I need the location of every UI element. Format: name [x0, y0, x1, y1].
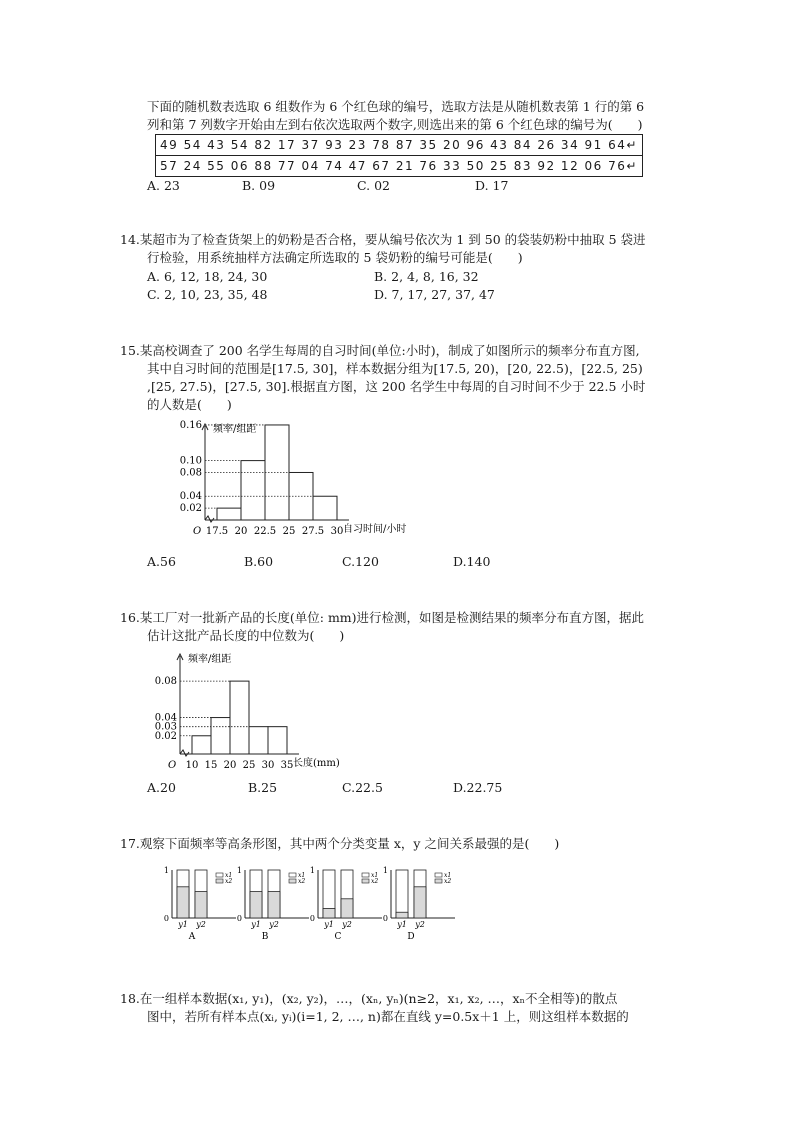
- q17-A-bar-y2-x1: [195, 892, 207, 918]
- q17-D-label: D: [407, 932, 415, 942]
- q17-D-y-tick-1: 1: [382, 866, 388, 875]
- q17-A-legend-swatch-x2: [216, 879, 223, 883]
- q14-line-2: 行检验，用系统抽样方法确定所选取的 5 袋奶粉的编号可能是( ): [147, 250, 523, 265]
- q17-B-bar-y2-x1: [268, 892, 280, 918]
- q17-D-legend-x2: x2: [444, 878, 452, 885]
- random-number-table: [155, 134, 643, 177]
- q17-C-y-tick-1: 1: [309, 866, 315, 875]
- q18-line-2: 图中，若所有样本点(xᵢ, yᵢ)(i=1, 2, …, n)都在直线 y=0.5x＋1 上，则这组样本数据的: [147, 1009, 629, 1024]
- q15-bar-0: [217, 508, 241, 520]
- q16-option-b: B.25: [248, 780, 278, 795]
- q16-line-1: 16.某工厂对一批新产品的长度(单位: mm)进行检测，如图是检测结果的频率分布直方图，据此: [120, 610, 645, 625]
- q17-A-legend-swatch-x1: [216, 873, 223, 877]
- q17-D-cat-y2: y2: [415, 920, 425, 929]
- q17-B-bar-y1-x1: [250, 892, 262, 918]
- q15-y-tick-2: 0.08: [179, 467, 202, 479]
- q15-x-tick-2: 22.5: [253, 526, 277, 537]
- q17-A-bar-y1-x1: [177, 887, 189, 918]
- q17-D-legend-x1: x1: [444, 872, 452, 879]
- q17-A-y-tick-1: 1: [163, 866, 169, 875]
- q17-C-cat-y2: y2: [342, 920, 352, 929]
- q17-B-legend-x1: x1: [298, 872, 306, 879]
- q17-C-legend-swatch-x2: [362, 879, 369, 883]
- q15-y-tick-0: 0.02: [179, 503, 202, 515]
- q16-y-tick-3: 0.08: [154, 676, 177, 688]
- q16-x-tick-5: 35: [280, 760, 294, 771]
- q16-y-tick-2: 0.04: [154, 712, 177, 724]
- q16-y-tick-1: 0.03: [154, 721, 177, 733]
- q16-x-tick-0: 10: [185, 760, 199, 771]
- q17-C-bar-y1-x1: [323, 908, 335, 918]
- q16-bar-2: [230, 681, 249, 754]
- q15-bar-4: [313, 496, 337, 520]
- q17-D-bar-y2-x1: [414, 887, 426, 918]
- q15-x-tick-3: 25: [282, 526, 296, 537]
- q17-B-legend-x2: x2: [298, 878, 306, 885]
- q16-line-2: 估计这批产品长度的中位数为( ): [147, 628, 345, 643]
- q16-x-tick-2: 20: [223, 760, 237, 771]
- q17-B-cat-y2: y2: [269, 920, 279, 929]
- q15-x-tick-5: 30: [330, 526, 344, 537]
- q17-C-legend-x2: x2: [371, 878, 379, 885]
- q15-y-tick-1: 0.04: [179, 491, 202, 503]
- q16-option-c: C.22.5: [342, 780, 383, 795]
- q14-option-d: D. 7, 17, 27, 37, 47: [374, 287, 495, 302]
- q17-A-legend-x2: x2: [225, 878, 233, 885]
- q15-line-1: 15.某高校调查了 200 名学生每周的自习时间(单位:小时)，制成了如图所示的频率分布直方图,: [120, 343, 640, 358]
- q17-D-y-tick-0: 0: [382, 914, 388, 923]
- random-table-row-1: 49 54 43 54 82 17 37 93 23 78 87 35 20 96 43 84 26 34 91 64↵: [156, 135, 643, 156]
- q15-line-2: 其中自习时间的范围是[17.5, 30]，样本数据分组为[17.5, 20)，[20, 22.5)，[22.5, 25): [147, 361, 643, 376]
- q14-line-1: 14.某超市为了检查货架上的奶粉是否合格，要从编号依次为 1 到 50 的袋装奶粉中抽取 5 袋进: [120, 232, 646, 247]
- q17-D-bar-y1: [396, 870, 408, 918]
- q18-line-1: 18.在一组样本数据(x₁, y₁)，(x₂, y₂)，…，(xₙ, yₙ)(n≥2，x₁, x₂, …，xₙ不全相等)的散点: [120, 991, 618, 1006]
- q17-A-cat-y2: y2: [196, 920, 206, 929]
- q16-option-d: D.22.75: [453, 780, 503, 795]
- q15-x-label: 自习时间/小时: [343, 524, 407, 535]
- q17-B-y-tick-0: 0: [236, 914, 242, 923]
- q15-option-c: C.120: [342, 554, 379, 569]
- q15-origin-label: O: [193, 526, 202, 537]
- q13-line-2: 列和第 7 列数字开始由左到右依次选取两个数字,则选出来的第 6 个红色球的编号为( ): [147, 117, 643, 132]
- q15-y-tick-3: 0.10: [179, 455, 202, 467]
- q15-option-d: D.140: [453, 554, 491, 569]
- q16-axis-break: [180, 750, 189, 756]
- q15-axis-break: [205, 516, 214, 522]
- q17-D-bar-y1-x1: [396, 912, 408, 918]
- q13-line-1: 下面的随机数表选取 6 组数作为 6 个红色球的编号，选取方法是从随机数表第 1 行的第 6: [147, 99, 645, 114]
- q17-bar-charts: [160, 862, 460, 942]
- q17-B-label: B: [261, 932, 269, 942]
- q17-A-y-tick-0: 0: [163, 914, 169, 923]
- q16-x-tick-3: 25: [242, 760, 256, 771]
- q17-C-legend-swatch-x1: [362, 873, 369, 877]
- q15-histogram: [160, 418, 430, 550]
- q16-option-a: A.20: [147, 780, 176, 795]
- q17-B-y-tick-1: 1: [236, 866, 242, 875]
- q16-histogram: [154, 648, 380, 776]
- q17-C-bar-y2-x1: [341, 899, 353, 918]
- q17-A-cat-y1: y1: [178, 920, 188, 929]
- q16-y-label: 频率/组距: [188, 654, 232, 665]
- q17-C-y-tick-0: 0: [309, 914, 315, 923]
- q15-option-a: A.56: [147, 554, 176, 569]
- q14-option-a: A. 6, 12, 18, 24, 30: [147, 269, 268, 284]
- q13-option-a: A. 23: [147, 178, 180, 193]
- q16-bar-4: [268, 727, 287, 754]
- q13-option-c: C. 02: [357, 178, 390, 193]
- q15-line-3: ,[25, 27.5)，[27.5, 30].根据直方图，这 200 名学生中每周的自习时间不少于 22.5 小时: [147, 379, 646, 394]
- q14-option-b: B. 2, 4, 8, 16, 32: [374, 269, 479, 284]
- q15-x-tick-1: 20: [234, 526, 248, 537]
- q15-y-tick-4: 0.16: [179, 419, 202, 431]
- q16-bar-0: [192, 736, 211, 754]
- q15-option-b: B.60: [244, 554, 274, 569]
- q17-C-cat-y1: y1: [324, 920, 334, 929]
- q16-y-tick-0: 0.02: [154, 730, 177, 742]
- q17-D-legend-swatch-x1: [435, 873, 442, 877]
- q15-x-tick-4: 27.5: [301, 526, 325, 537]
- q17-D-cat-y1: y1: [397, 920, 407, 929]
- q13-option-b: B. 09: [242, 178, 276, 193]
- q17-A-label: A: [188, 932, 196, 942]
- q15-line-4: 的人数是( ): [147, 397, 232, 412]
- q17-line-1: 17.观察下面频率等高条形图，其中两个分类变量 x，y 之间关系最强的是( ): [120, 836, 560, 851]
- q16-bar-3: [249, 727, 268, 754]
- q17-B-legend-swatch-x2: [289, 879, 296, 883]
- q17-A-legend-x1: x1: [225, 872, 233, 879]
- q17-C-legend-x1: x1: [371, 872, 379, 879]
- q16-x-tick-4: 30: [261, 760, 275, 771]
- q17-B-cat-y1: y1: [251, 920, 261, 929]
- q17-C-label: C: [334, 932, 342, 942]
- q15-x-tick-0: 17.5: [205, 526, 229, 537]
- q14-option-c: C. 2, 10, 23, 35, 48: [147, 287, 268, 302]
- q17-D-legend-swatch-x2: [435, 879, 442, 883]
- q16-x-tick-1: 15: [204, 760, 218, 771]
- q13-option-d: D. 17: [475, 178, 509, 193]
- q15-bar-1: [241, 461, 265, 520]
- q17-B-legend-swatch-x1: [289, 873, 296, 877]
- q16-bar-1: [211, 718, 230, 754]
- q16-x-label: 长度(mm): [293, 758, 340, 769]
- q15-y-label: 频率/组距: [213, 424, 257, 435]
- random-table-row-2: 57 24 55 06 88 77 04 74 47 67 21 76 33 50 25 83 92 12 06 76↵: [156, 156, 643, 177]
- q16-origin-label: O: [168, 760, 177, 771]
